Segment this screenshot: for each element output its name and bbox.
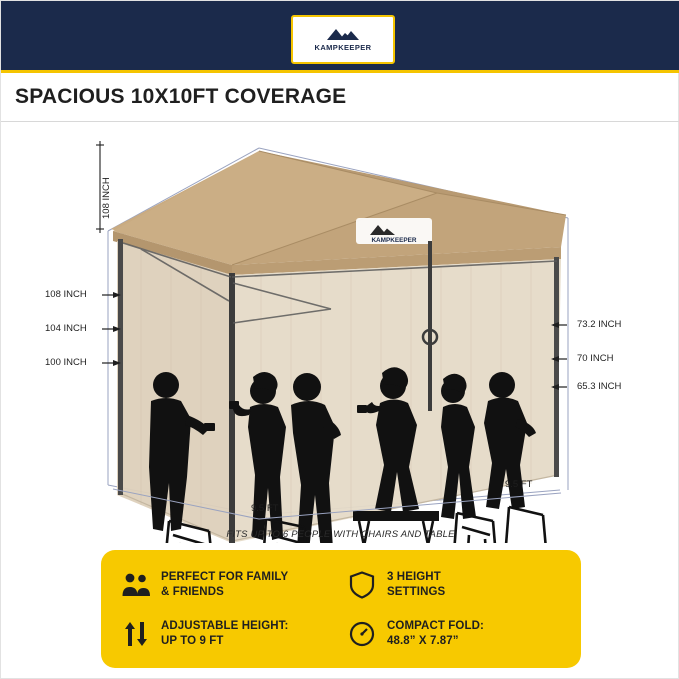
- people-icon: [121, 570, 151, 600]
- feature-label-family-line1: PERFECT FOR FAMILY: [161, 571, 289, 584]
- dimension-label-right-1: 73.2 INCH: [577, 319, 622, 330]
- feature-item-height-settings: [347, 562, 567, 607]
- dimension-label-top-vertical: 108 INCH: [101, 177, 112, 219]
- feature-label-height-settings-line2: SETTINGS: [387, 585, 446, 598]
- title-divider: [1, 121, 679, 122]
- feature-label-family: [161, 570, 288, 599]
- dimension-label-left-2: 104 INCH: [45, 323, 87, 334]
- dimension-label-bottom-right: 9.5 FT: [505, 479, 533, 490]
- dimension-label-right-3: 65.3 INCH: [577, 381, 622, 392]
- brand-logo: [291, 15, 395, 64]
- feature-item-family: [121, 562, 341, 607]
- canopy-illustration: [1, 123, 679, 543]
- dimension-label-right-2: 70 INCH: [577, 353, 614, 364]
- feature-label-adjustable-height-line1: ADJUSTABLE HEIGHT:: [161, 620, 289, 633]
- dimension-label-left-1: 108 INCH: [45, 289, 87, 300]
- dimension-label-left-3: 100 INCH: [45, 357, 87, 368]
- header-bar: [1, 1, 679, 73]
- feature-item-adjustable-height: [121, 611, 341, 656]
- mountain-icon: [326, 27, 360, 41]
- canopy-logo-text: KAMPKEEPER: [371, 237, 417, 244]
- up-down-arrows-icon: [121, 619, 151, 649]
- feature-label-adjustable-height-line2: UP TO 9 FT: [161, 634, 224, 647]
- feature-label-adjustable-height: [161, 619, 288, 648]
- feature-label-compact-fold: [387, 619, 484, 648]
- brand-logo-text: KAMPKEEPER: [314, 43, 372, 52]
- feature-label-compact-fold-line1: COMPACT FOLD:: [387, 620, 484, 633]
- compass-icon: [347, 619, 377, 649]
- feature-item-compact-fold: [347, 611, 567, 656]
- page-title: SPACIOUS 10X10FT COVERAGE: [15, 85, 347, 108]
- feature-panel: [101, 550, 581, 668]
- dimension-label-bottom-left: 9.5 FT: [251, 503, 279, 514]
- feature-label-height-settings: [387, 570, 445, 599]
- shield-icon: [347, 570, 377, 600]
- feature-label-family-line2: & FRIENDS: [161, 585, 224, 598]
- illustration-caption: FITS UP TO 6 PEOPLE WITH CHAIRS AND TABLE: [226, 529, 455, 540]
- feature-label-compact-fold-line2: 48.8” X 7.87”: [387, 634, 459, 647]
- canopy-logo: [356, 218, 432, 244]
- feature-label-height-settings-line1: 3 HEIGHT: [387, 571, 441, 584]
